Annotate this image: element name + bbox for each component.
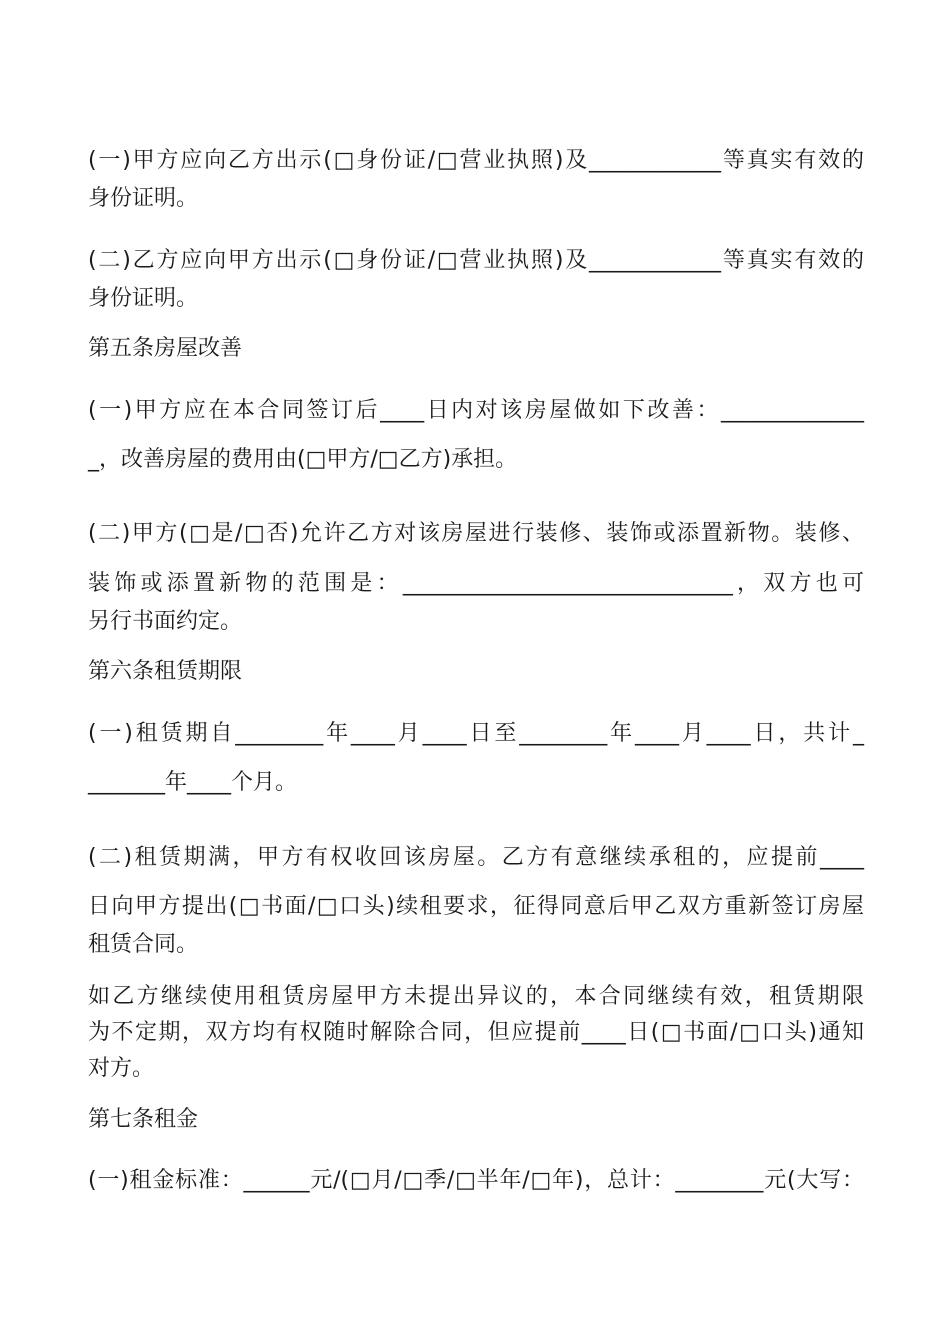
- section-heading-5: 第五条房屋改善: [88, 336, 243, 361]
- clause-5-1-line-2: _，改善房屋的费用由(□甲方/□乙方)承担。: [88, 447, 518, 472]
- clause-6-1-line-2: _______年____个月。: [88, 770, 298, 795]
- clause-5-2-line-1: (二)甲方(□是/□否)允许乙方对该房屋进行装修、装饰或添置新物。装修、: [88, 521, 864, 546]
- clause-5-2-line-3: 另行书面约定。: [88, 609, 243, 634]
- section-heading-6: 第六条租赁期限: [88, 659, 243, 684]
- clause-5-2-line-2: 装饰或添置新物的范围是：______________________________，双方也可: [88, 571, 864, 596]
- clause-5-1-line-1: (一)甲方应在本合同签订后____日内对该房屋做如下改善：_____________: [88, 398, 864, 423]
- clause-4-1-line-2: 身份证明。: [88, 186, 199, 211]
- clause-6-3-line-3: 对方。: [88, 1056, 155, 1081]
- clause-4-1-line-1: (一)甲方应向乙方出示(□身份证/□营业执照)及____________等真实有效的: [88, 148, 864, 173]
- clause-6-3-line-2: 为不定期，双方均有权随时解除合同，但应提前____日(□书面/□口头)通知: [88, 1020, 864, 1045]
- clause-6-2-line-1: (二)租赁期满，甲方有权收回该房屋。乙方有意继续承租的，应提前____: [88, 845, 864, 870]
- section-heading-7: 第七条租金: [88, 1107, 199, 1132]
- clause-4-2-line-2: 身份证明。: [88, 286, 199, 311]
- clause-6-2-line-3: 租赁合同。: [88, 932, 199, 957]
- clause-7-1-line-1: (一)租金标准：______元/(□月/□季/□半年/□年)，总计：________元(大写：: [88, 1168, 864, 1193]
- clause-6-2-line-2: 日向甲方提出(□书面/□口头)续租要求，征得同意后甲乙双方重新签订房屋: [88, 894, 864, 919]
- clause-6-3-line-1: 如乙方继续使用租赁房屋甲方未提出异议的，本合同继续有效，租赁期限: [88, 984, 864, 1009]
- clause-6-1-line-1: (一)租赁期自________年____月____日至________年____月____日，共计_: [88, 721, 864, 746]
- clause-4-2-line-1: (二)乙方应向甲方出示(□身份证/□营业执照)及____________等真实有效的: [88, 248, 864, 273]
